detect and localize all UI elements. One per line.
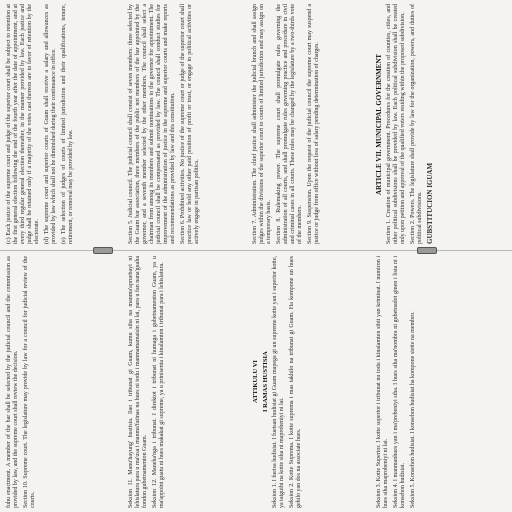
bottom-column-4 (376, 256, 504, 508)
article-heading: ATTIKULU VI (252, 360, 259, 404)
article-heading: ARTICLE VII. MUNICIPAL GOVERNMENT (375, 53, 383, 195)
article-subheading: I RAMAS HUSTISIA (262, 351, 269, 413)
paragraph: Section 10. Supreme court. The legislature may provide by law for a council for judicial review of the courts. (23, 256, 36, 508)
paragraph: fuhu enactment. A member of the bar shall be selected by the judicial council and the commission as provided by law, and the supreme court shall review the decision. (6, 256, 19, 508)
paragraph: Seksion 4. I manmanhues yan i ma'prebeniyi siha. I hues siha ma'nombra ni gubetnadot ginen i lista ni i konsehon hudisiat. (393, 256, 406, 508)
top-page (0, 0, 512, 248)
paragraph: Section 9. Suspension. Upon the request of the judicial council the supreme court may suspend a justice or judge from office without loss of salary pending determination of charges. (307, 4, 320, 244)
bottom-column-1 (6, 256, 118, 508)
paragraph: Seksion 2. Kotte Suprema. I kotte suprema i mas takhilo na tribunat gi Guam. Ha kompone un hues gehilo yan dos na associate hues. (289, 256, 302, 508)
paragraph: Section 8. Rulemaking power. The supreme court shall promulgate rules governing the administration of all courts, and shall promulgate rules governing practice and procedure in civil and criminal cases in all courts. These rules may be changed by the legislature by a two-thirds vote of the members. (276, 4, 303, 244)
top-column-1 (6, 4, 118, 244)
paragraph: Section 6. Prohibited activities. No justice of the supreme court or judge of the superior court shall practice law or hold any other paid position of profit or trust, or engage in political activities or actively engage in partisan politics. (180, 4, 200, 244)
top-column-2 (128, 4, 244, 244)
top-column-4 (376, 4, 504, 244)
paragraph: (d) The supreme court and superior courts of Guam shall receive a salary and allowances as provided by law which shall not be diminished during their continuance in office. (44, 4, 57, 244)
paragraph: (e) The selection of judges of courts of limited jurisdiction and their qualifications, tenure, retirement, or removal may be provided by law. (61, 4, 74, 244)
paragraph: Seksion 12. Maneha'nga i tribunat. I direktot i tribunat ni humaga i gubetnamenton Guam, ya u ma'appoint guatu ni hues makakat gi supreme, ya u prinisenta i kinalamten i tribunat para i lehislatura. (152, 256, 165, 508)
paragraph: Section 2. Powers. The legislature shall provide by law for the organization, powers, and duties of political subdivisions. (410, 4, 423, 244)
paragraph: Section 1. Creation of municipal government. Procedures for the creation of counties, cities, and other political subdivisions shall be provided by law. Each political subdivision shall be created only upon petition and approval of the qualified voters residing within the proposed subdivision. (386, 4, 406, 244)
top-column-3 (252, 4, 368, 244)
bottom-column-3 (252, 256, 368, 508)
paragraph: Section 5. Judicial council. The judicial council shall consist of seven members: three selected by the Guam bar association, three members of the public not members of the bar appointed by the governor, and a seventh member selected by the other members. The council shall select a chairman from among its members and submit nominations to the governor for appointment. The judicial council shall be compensated as provided by law. The council shall conduct studies for improvement of the administration of justice in the supreme and superior courts and make reports and recommendations as provided by law and this constitution. (128, 4, 176, 244)
right-headline: GUBSTITUCION IGUAM (426, 162, 434, 244)
paragraph: Seksion 3. Kotte Superior. I kotte superior i tribunat nu todu i kinalamten sibit yan kriminat. I numiron i hues siha maprobeniyi ni lai. (376, 256, 389, 508)
paragraph: Seksion 1. I fuetsa hudisiat. I fuetsan hudisiat gi Guam mapega gi un supreme kotte yan i superior kotte, ya taiguihi na kotte siha ni maprobeniyi ni lai. (272, 256, 285, 508)
paragraph: Section 7. Administration. The chief justice shall administer the judicial branch and shall assign judges within the divisions of the superior court to courts of limited jurisdiction and may assign on a temporary basis. (252, 4, 272, 244)
paragraph: Seksion 5. Konsehon hudisiat. I konsehon hudisiat ha kompone siette na membro. (410, 311, 416, 508)
paragraph: (c) Each justice of the supreme court and judge of the superior court shall be subject to retention at the first general election following the end of the fourth year after the date of appointment, and at every third regular general election thereafter, in the manner provided by law. Each justice and judge shall be retained only if a majority of the votes cast thereon are in favor of retention by the electorate. (6, 4, 40, 244)
bottom-page (0, 252, 512, 512)
bottom-column-2 (128, 256, 244, 508)
paragraph: Seksion 11. Manu'hayung' hustisia. Ilao i tribunat gi Guam, kumu siha na manma'apruebayi ni lehislatura para u ma'usa i manma'fatinas na hues ni todu i manmamamaisin ni lai, para u fan nana'guaha fondon gubetnamenton Guam. (128, 256, 148, 508)
